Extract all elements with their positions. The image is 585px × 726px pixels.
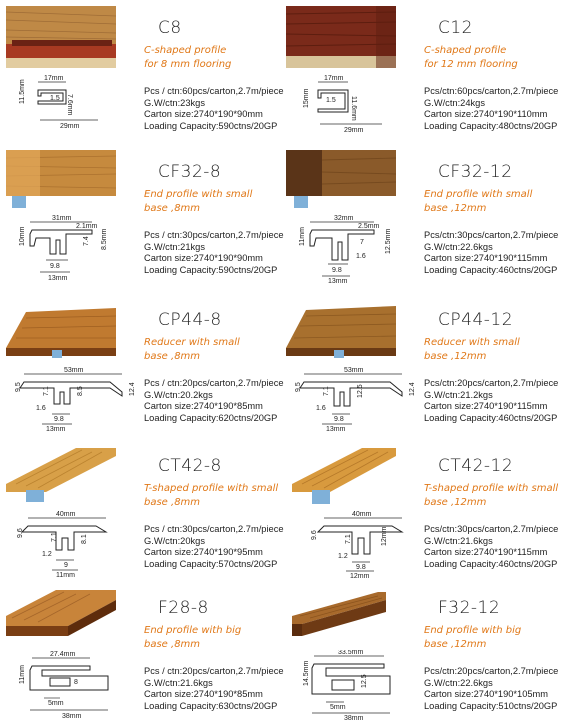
svg-text:12.5mm: 12.5mm bbox=[385, 228, 392, 254]
product-code: F32-12 bbox=[438, 598, 501, 618]
cp44-8-profile-photo bbox=[6, 298, 116, 360]
svg-text:11.5mm: 11.5mm bbox=[19, 79, 26, 104]
svg-text:5mm: 5mm bbox=[48, 700, 64, 707]
svg-text:40mm: 40mm bbox=[352, 511, 372, 518]
product-specs: Pcs / ctn:20pcs/carton,2.7m/piece G.W/ctn:20.2kgs Carton size:2740*190*85mm Loading Capacity:620ctns/20GP bbox=[144, 378, 284, 423]
svg-text:11mm: 11mm bbox=[299, 227, 306, 246]
product-specs: Pcs / ctn:20pcs/carton,2.7m/piece G.W/ctn:21.6kgs Carton size:2740*190*85mm Loading Capacity:630ctns/20GP bbox=[144, 666, 284, 711]
svg-text:7.1: 7.1 bbox=[43, 386, 50, 396]
c12-profile-photo bbox=[286, 6, 396, 68]
svg-text:12.4: 12.4 bbox=[129, 382, 136, 396]
svg-text:1.2: 1.2 bbox=[42, 551, 52, 558]
svg-text:11mm: 11mm bbox=[19, 665, 26, 684]
product-specs: Pcs / ctn:30pcs/carton,2.7m/piece G.W/ctn:21kgs Carton size:2740*190*90mm Loading Capacity:590ctns/20GP bbox=[144, 230, 284, 275]
product-description: End profile with big base ,12mm bbox=[424, 625, 522, 650]
product-cf32-8 bbox=[6, 150, 291, 290]
product-description: T-shaped profile with small base ,12mm bbox=[424, 483, 559, 508]
svg-text:2.5mm: 2.5mm bbox=[358, 223, 380, 230]
product-description: Reducer with small base ,8mm bbox=[144, 337, 240, 362]
product-code: CT42-12 bbox=[438, 456, 514, 476]
product-code: C12 bbox=[438, 18, 474, 38]
svg-text:7: 7 bbox=[360, 239, 364, 246]
svg-text:29mm: 29mm bbox=[60, 123, 80, 130]
product-code: CF32-12 bbox=[438, 162, 513, 182]
svg-text:13mm: 13mm bbox=[46, 426, 66, 432]
svg-text:9: 9 bbox=[64, 562, 68, 569]
svg-text:12mm: 12mm bbox=[350, 573, 370, 578]
svg-text:11.6mm: 11.6mm bbox=[350, 96, 357, 121]
svg-text:12.5: 12.5 bbox=[357, 384, 364, 398]
product-specs: Pcs/ctn:20pcs/carton,2.7m/piece G.W/ctn:22.6kgs Carton size:2740*190*105mm Loading Capacity:510ctns/20GP bbox=[424, 666, 559, 711]
cp44-12-dimension-drawing bbox=[290, 362, 418, 432]
product-cp44-8 bbox=[6, 298, 291, 438]
svg-text:12mm: 12mm bbox=[381, 526, 388, 546]
svg-text:5mm: 5mm bbox=[330, 704, 346, 711]
product-description: C-shaped profile for 8 mm flooring bbox=[144, 45, 232, 70]
svg-text:38mm: 38mm bbox=[344, 715, 364, 720]
cf32-8-dimension-drawing bbox=[10, 214, 138, 284]
product-code: F28-8 bbox=[158, 598, 209, 618]
svg-text:7.1: 7.1 bbox=[323, 386, 330, 396]
svg-text:9.5: 9.5 bbox=[15, 382, 22, 392]
product-specs: Pcs/ctn:30pcs/carton,2.7m/piece G.W/ctn:21.6kgs Carton size:2740*190*115mm Loading Capacity:460ctns/20GP bbox=[424, 524, 559, 569]
svg-text:7.4: 7.4 bbox=[83, 236, 90, 246]
svg-text:53mm: 53mm bbox=[64, 367, 84, 374]
svg-text:12.4: 12.4 bbox=[409, 382, 416, 396]
svg-text:1.5: 1.5 bbox=[50, 95, 60, 102]
product-specs: Pcs/ctn:20pcs/carton,2.7m/piece G.W/ctn:21.2kgs Carton size:2740*190*115mm Loading Capacity:460ctns/20GP bbox=[424, 378, 559, 423]
product-description: C-shaped profile for 12 mm flooring bbox=[424, 45, 518, 70]
svg-text:31mm: 31mm bbox=[52, 215, 72, 222]
cp44-12-profile-photo bbox=[286, 298, 396, 360]
product-code: CP44-12 bbox=[438, 310, 514, 330]
svg-text:9.8: 9.8 bbox=[356, 564, 366, 571]
cf32-12-profile-photo bbox=[286, 150, 396, 212]
c8-dimension-drawing bbox=[10, 70, 138, 140]
product-specs: Pcs/ctn:30pcs/carton,2.7m/piece G.W/ctn:22.6kgs Carton size:2740*190*115mm Loading Capacity:460ctns/20GP bbox=[424, 230, 559, 275]
product-ct42-12 bbox=[286, 444, 571, 584]
ct42-8-profile-photo bbox=[6, 444, 116, 506]
product-description: End profile with small base ,12mm bbox=[424, 189, 533, 214]
svg-text:38mm: 38mm bbox=[62, 713, 82, 720]
svg-text:32mm: 32mm bbox=[334, 215, 354, 222]
svg-text:9.5: 9.5 bbox=[295, 382, 302, 392]
cp44-8-dimension-drawing bbox=[10, 362, 138, 432]
svg-text:1.6: 1.6 bbox=[316, 405, 326, 412]
product-f28-8 bbox=[6, 586, 291, 726]
svg-text:1.6: 1.6 bbox=[36, 405, 46, 412]
cf32-12-dimension-drawing bbox=[290, 214, 418, 284]
ct42-8-dimension-drawing bbox=[10, 508, 138, 578]
f32-12-profile-photo bbox=[286, 586, 396, 648]
svg-text:1.5: 1.5 bbox=[326, 97, 336, 104]
svg-text:8.1: 8.1 bbox=[81, 534, 88, 544]
product-cp44-12 bbox=[286, 298, 571, 438]
product-description: Reducer with small base ,12mm bbox=[424, 337, 520, 362]
product-code: CP44-8 bbox=[158, 310, 222, 330]
svg-text:40mm: 40mm bbox=[56, 511, 76, 518]
svg-text:13mm: 13mm bbox=[326, 426, 346, 432]
svg-text:2.1mm: 2.1mm bbox=[76, 223, 98, 230]
product-specs: Pcs / ctn:60pcs/carton,2.7m/piece G.W/ctn:23kgs Carton size:2740*190*90mm Loading Capacity:590ctns/20GP bbox=[144, 86, 284, 131]
ct42-12-dimension-drawing bbox=[290, 508, 418, 578]
svg-text:14.5mm: 14.5mm bbox=[303, 660, 310, 686]
svg-text:1.2: 1.2 bbox=[338, 553, 348, 560]
svg-text:7.1: 7.1 bbox=[345, 534, 352, 544]
c12-dimension-drawing bbox=[290, 70, 418, 140]
svg-text:8: 8 bbox=[74, 679, 78, 686]
svg-text:17mm: 17mm bbox=[44, 75, 64, 82]
svg-text:27.4mm: 27.4mm bbox=[50, 651, 76, 658]
svg-text:13mm: 13mm bbox=[328, 278, 348, 284]
product-description: End profile with big base ,8mm bbox=[144, 625, 242, 650]
product-specs: Pcs / ctn:30pcs/carton,2.7m/piece G.W/ctn:20kgs Carton size:2740*190*95mm Loading Capacity:570ctns/20GP bbox=[144, 524, 284, 569]
svg-text:7.1: 7.1 bbox=[51, 532, 58, 542]
product-ct42-8 bbox=[6, 444, 291, 584]
product-description: End profile with small base ,8mm bbox=[144, 189, 253, 214]
svg-text:8.5mm: 8.5mm bbox=[101, 228, 108, 250]
cf32-8-profile-photo bbox=[6, 150, 116, 212]
svg-text:9.6: 9.6 bbox=[17, 528, 24, 538]
svg-text:9.8: 9.8 bbox=[332, 267, 342, 274]
svg-text:10mm: 10mm bbox=[19, 226, 26, 246]
product-cf32-12 bbox=[286, 150, 571, 290]
product-specs: Pcs/ctn:60pcs/carton,2.7m/piece G.W/ctn:24kgs Carton size:2740*190*110mm Loading Capacity:480ctns/20GP bbox=[424, 86, 559, 131]
f28-8-profile-photo bbox=[6, 586, 116, 648]
svg-text:15mm: 15mm bbox=[303, 88, 310, 108]
product-code: C8 bbox=[158, 18, 182, 38]
svg-text:17mm: 17mm bbox=[324, 75, 344, 82]
svg-text:7.6mm: 7.6mm bbox=[66, 94, 73, 116]
svg-text:13mm: 13mm bbox=[48, 275, 68, 282]
f28-8-dimension-drawing bbox=[10, 650, 138, 720]
product-c12 bbox=[286, 6, 571, 146]
product-c8 bbox=[6, 6, 291, 146]
svg-text:12.5: 12.5 bbox=[361, 674, 368, 688]
svg-text:11mm: 11mm bbox=[56, 572, 75, 578]
svg-text:9.6: 9.6 bbox=[311, 530, 318, 540]
svg-text:53mm: 53mm bbox=[344, 367, 364, 374]
svg-text:1.6: 1.6 bbox=[356, 253, 366, 260]
product-f32-12 bbox=[286, 586, 571, 726]
svg-text:33.5mm: 33.5mm bbox=[338, 650, 364, 656]
svg-text:8.5: 8.5 bbox=[77, 386, 84, 396]
c8-profile-photo bbox=[6, 6, 116, 68]
svg-text:9.8: 9.8 bbox=[54, 416, 64, 423]
f32-12-dimension-drawing bbox=[290, 650, 418, 720]
product-code: CT42-8 bbox=[158, 456, 222, 476]
svg-text:9.8: 9.8 bbox=[334, 416, 344, 423]
svg-text:9.8: 9.8 bbox=[50, 263, 60, 270]
product-code: CF32-8 bbox=[158, 162, 222, 182]
ct42-12-profile-photo bbox=[286, 444, 396, 506]
product-description: T-shaped profile with small base ,8mm bbox=[144, 483, 279, 508]
svg-text:29mm: 29mm bbox=[344, 127, 364, 134]
